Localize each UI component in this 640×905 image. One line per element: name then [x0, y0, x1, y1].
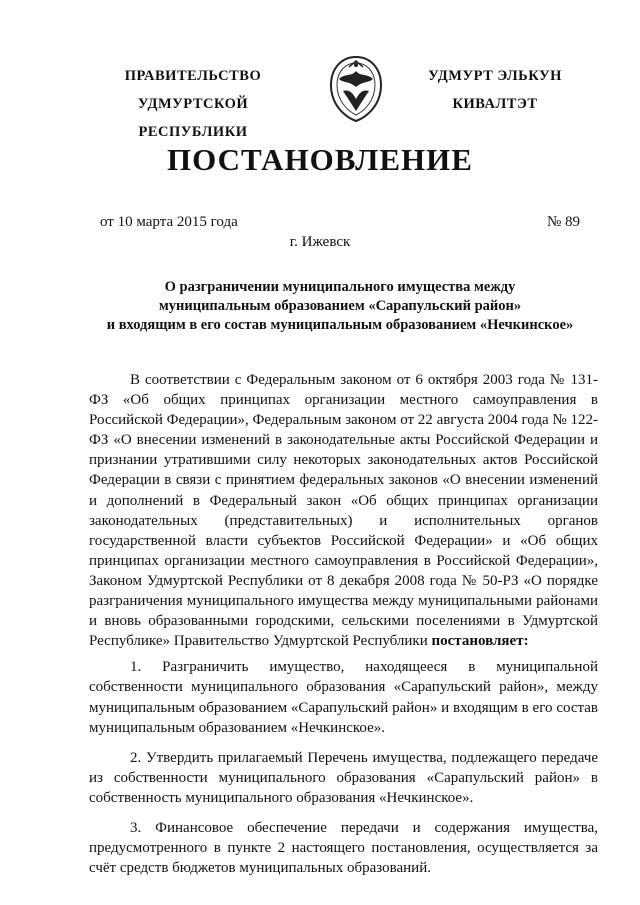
document-date: от 10 марта 2015 года [100, 214, 238, 230]
header-left-block [88, 62, 298, 146]
document-title: ПОСТАНОВЛЕНИЕ [167, 142, 473, 177]
document-number: № 89 [546, 214, 580, 230]
subject-line-2: муниципальным образованием «Сарапульский район» [158, 298, 522, 314]
subject-line-3: и входящим в его состав муниципальным образованием «Нечкинское» [106, 317, 574, 333]
header-right-line1: УДМУРТ ЭЛЬКУН [428, 68, 562, 84]
decree-word: постановляет: [431, 633, 529, 650]
header-left-line2: УДМУРТСКОЙ РЕСПУБЛИКИ [137, 96, 249, 140]
header-right-line2: КИВАЛТЭТ [452, 96, 538, 112]
coat-of-arms-emblem-icon [327, 55, 385, 123]
header-right-block [420, 62, 570, 118]
item-2-paragraph: 2. Утвердить прилагаемый Перечень имущества, подлежащего передаче из собственности муниципального образования «Сарапульский район» в собственность муниципального образования «Нечкинское». [89, 749, 598, 806]
document-city: г. Ижевск [289, 234, 351, 250]
preamble-text: В соответствии с Федеральным законом от 6 октября 2003 года № 131-ФЗ «Об общих принципах организации местного самоуправления в Российской Федерации», Федеральным законом от 22 августа 2004 года № 122-ФЗ «О внесении изменений в законодательные акты Российской Федерации и признании утратившими силу некоторых законодательных актов Российской Федерации в связи с принятием федеральных законов «О внесении изменений и дополнений в Федеральный закон «Об общих принципах организации законодательных (представительных) и исполнительных органов государственной власти субъектов Российской Федерации» и «Об общих принципах организации местного самоуправления в Российской Федерации», Законом Удмуртской Республики от 8 декабря 2008 года № 50-РЗ «О порядке разграничения муниципального имущества между муниципальными районами и вновь образованными городскими, сельскими поселениями в Удмуртской Республике» Правительство Удмуртской Республики [89, 372, 598, 650]
document-body [89, 370, 598, 878]
subject-line-1: О разграничении муниципального имущества между [164, 279, 516, 295]
header-left-line1: ПРАВИТЕЛЬСТВО [124, 68, 262, 84]
item-3-paragraph: 3. Финансовое обеспечение передачи и содержания имущества, предусмотренного в пункте 2 настоящего постановления, осуществляется за счёт средств бюджетов муниципальных образований. [89, 819, 598, 877]
item-1-paragraph: 1. Разграничить имущество, находящееся в муниципальной собственности муниципального образования «Сарапульский район», между муниципальным образованием «Сарапульский район» и входящим в его состав муниципальным образованием «Нечкинское». [89, 659, 598, 736]
document-subject [70, 278, 610, 335]
preamble-paragraph [89, 370, 598, 651]
